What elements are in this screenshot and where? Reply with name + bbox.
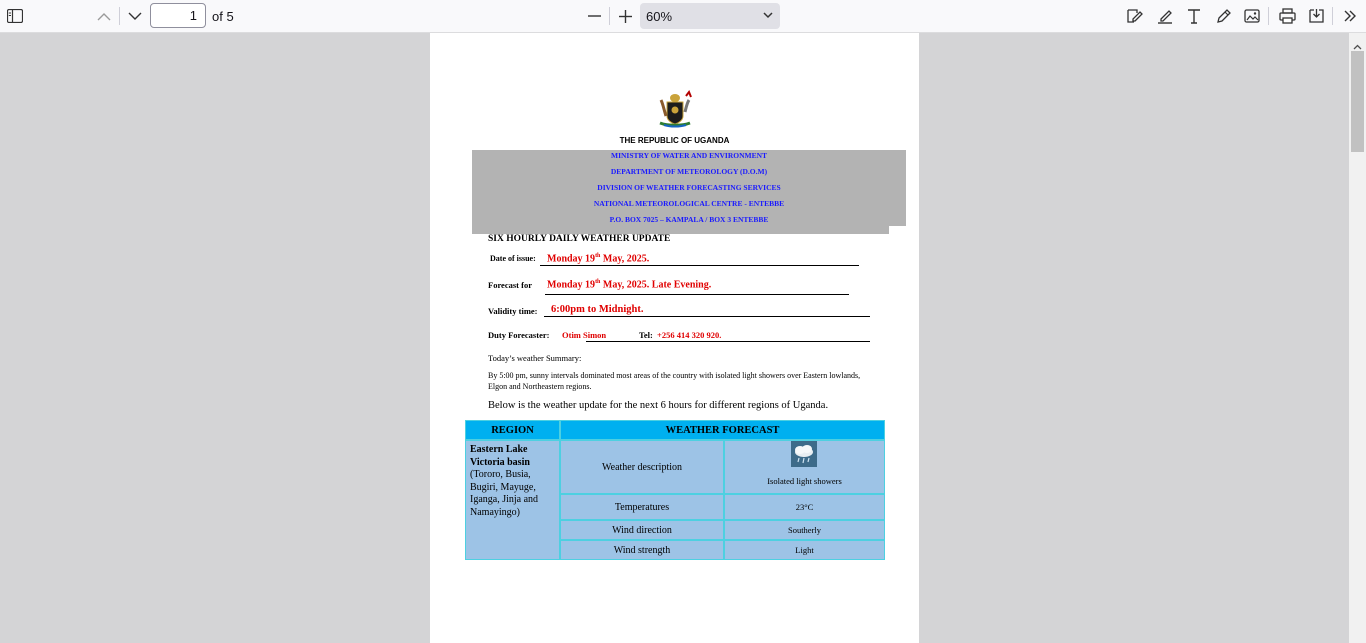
highlight-icon[interactable] bbox=[1155, 6, 1175, 26]
pdf-toolbar bbox=[0, 0, 1366, 33]
light-showers-icon bbox=[791, 441, 817, 467]
forecast-label: Forecast for bbox=[488, 280, 532, 290]
coat-of-arms-icon bbox=[656, 88, 694, 128]
header-region: REGION bbox=[465, 420, 560, 440]
previous-page-icon[interactable] bbox=[94, 7, 114, 25]
summary-label: Today’s weather Summary: bbox=[488, 353, 582, 363]
sidebar-toggle-icon[interactable] bbox=[5, 7, 25, 25]
header-weather-forecast: WEATHER FORECAST bbox=[560, 420, 885, 440]
image-icon[interactable] bbox=[1242, 6, 1262, 26]
zoom-value: 60% bbox=[646, 9, 673, 24]
row-label-weather-description: Weather description bbox=[560, 440, 724, 494]
tel-value: +256 414 320 920. bbox=[657, 330, 722, 340]
validity-label: Validity time: bbox=[488, 306, 538, 316]
forecast-table bbox=[465, 420, 885, 560]
save-icon[interactable] bbox=[1306, 6, 1326, 26]
duty-label: Duty Forecaster: bbox=[488, 330, 550, 340]
below-text: Below is the weather update for the next 6 hours for different regions of Uganda. bbox=[488, 400, 829, 411]
forecast-value: Monday 19th May, 2025. Late Evening. bbox=[547, 279, 712, 291]
vertical-scrollbar[interactable] bbox=[1349, 33, 1366, 643]
next-page-icon[interactable] bbox=[125, 7, 145, 25]
centre-line: NATIONAL METEOROLOGICAL CENTRE - ENTEBBE bbox=[593, 199, 785, 208]
validity-value: 6:00pm to Midnight. bbox=[551, 304, 644, 315]
date-value: Monday 19th May, 2025. bbox=[547, 253, 650, 265]
address-line: P.O. BOX 7025 – KAMPALA / BOX 3 ENTEBBE bbox=[609, 215, 769, 224]
draw-icon[interactable] bbox=[1213, 6, 1233, 26]
print-icon[interactable] bbox=[1277, 6, 1297, 26]
date-label: Date of issue: bbox=[490, 254, 536, 263]
region-detail: (Tororo, Busia, Bugiri, Mayuge, Iganga, Jinja and Namayingo) bbox=[470, 469, 539, 518]
text-icon[interactable] bbox=[1184, 6, 1204, 26]
duty-value: Otim Simon bbox=[562, 330, 607, 340]
summary-text: By 5:00 pm, sunny intervals dominated most areas of the country with isolated light showers over Eastern lowlands, Elgon and Northeastern regions. bbox=[488, 371, 861, 391]
row-value-temperatures: 23°C bbox=[724, 494, 885, 520]
ministry-line: MINISTRY OF WATER AND ENVIRONMENT bbox=[610, 151, 767, 160]
chevron-down-icon bbox=[762, 8, 774, 27]
row-value-wind-direction: Southerly bbox=[724, 520, 885, 540]
page-number-input[interactable] bbox=[150, 3, 206, 28]
zoom-out-icon[interactable] bbox=[584, 7, 604, 25]
department-line: DEPARTMENT OF METEOROLOGY (D.O.M) bbox=[610, 167, 768, 176]
update-title: SIX HOURLY DAILY WEATHER UPDATE bbox=[488, 234, 671, 244]
tel-label: Tel: bbox=[639, 330, 653, 340]
fill-and-sign-icon[interactable] bbox=[1125, 6, 1145, 26]
row-label-wind-direction: Wind direction bbox=[560, 520, 724, 540]
page-total-label: of 5 bbox=[212, 9, 234, 24]
region-name: Eastern Lake Victoria basin bbox=[470, 444, 530, 468]
row-value-wind-strength: Light bbox=[724, 540, 885, 560]
more-tools-icon[interactable] bbox=[1340, 6, 1360, 26]
pdf-page bbox=[430, 33, 919, 643]
division-line: DIVISION OF WEATHER FORECASTING SERVICES bbox=[597, 183, 781, 192]
scrollbar-thumb[interactable] bbox=[1351, 51, 1364, 152]
zoom-select[interactable] bbox=[640, 3, 780, 29]
republic-heading: THE REPUBLIC OF UGANDA bbox=[619, 136, 730, 145]
row-label-temperatures: Temperatures bbox=[560, 494, 724, 520]
row-label-wind-strength: Wind strength bbox=[560, 540, 724, 560]
row-value-weather-description: Isolated light showers bbox=[724, 440, 885, 494]
region-cell bbox=[465, 440, 560, 560]
zoom-in-icon[interactable] bbox=[615, 7, 635, 25]
